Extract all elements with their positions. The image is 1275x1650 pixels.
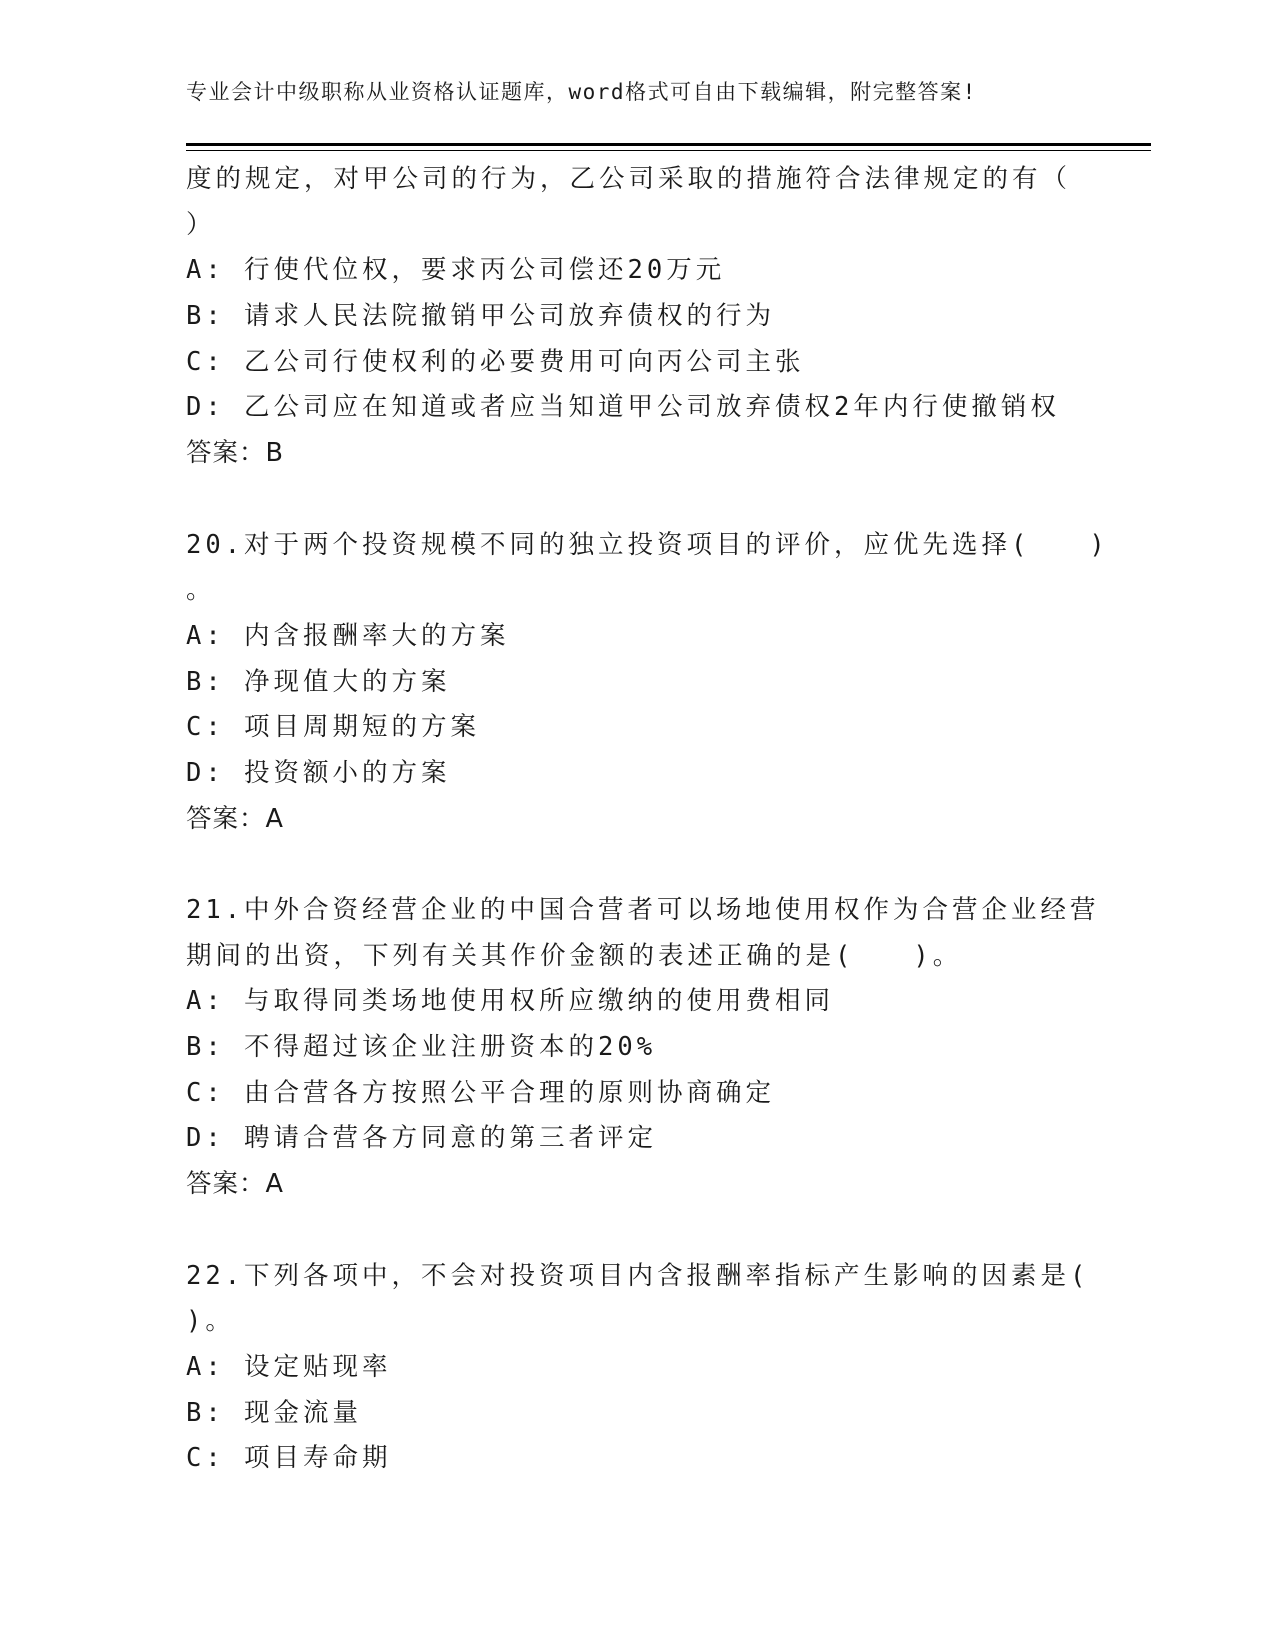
answer-label: 答案：B	[186, 438, 284, 469]
answer-label: 答案：A	[186, 1169, 284, 1200]
header-text: 专业会计中级职称从业资格认证题库，word格式可自由下载编辑，附完整答案!	[186, 80, 977, 104]
header-rule-thin	[186, 150, 1151, 151]
option-c: C: 由合营各方按照公平合理的原则协商确定	[186, 1077, 776, 1108]
spacer	[186, 477, 1116, 523]
option-a: A: 行使代位权，要求丙公司偿还20万元	[186, 255, 726, 286]
question-stem: )。	[186, 1306, 235, 1337]
option-d: D: 乙公司应在知道或者应当知道甲公司放弃债权2年内行使撤销权	[186, 392, 1060, 423]
option-c: C: 项目周期短的方案	[186, 712, 481, 743]
option-d: D: 聘请合营各方同意的第三者评定	[186, 1123, 658, 1154]
question-stem: 20.对于两个投资规模不同的独立投资项目的评价，应优先选择( )	[186, 529, 1109, 560]
spacer	[186, 842, 1116, 888]
header-rule-thick	[186, 143, 1151, 146]
question-stem: 期间的出资，下列有关其作价金额的表述正确的是( )。	[186, 940, 963, 971]
question-20	[186, 523, 1116, 843]
option-b: B: 不得超过该企业注册资本的20%	[186, 1032, 657, 1063]
option-c: C: 项目寿命期	[186, 1443, 392, 1474]
spacer	[186, 1208, 1116, 1254]
option-a: A: 内含报酬率大的方案	[186, 620, 510, 651]
question-19	[186, 157, 1116, 477]
question-21	[186, 888, 1116, 1208]
option-c: C: 乙公司行使权利的必要费用可向丙公司主张	[186, 346, 805, 377]
option-b: B: 净现值大的方案	[186, 666, 451, 697]
question-stem: 22.下列各项中，不会对投资项目内含报酬率指标产生影响的因素是(	[186, 1260, 1090, 1291]
document-body	[186, 157, 1116, 1482]
question-stem: 度的规定，对甲公司的行为，乙公司采取的措施符合法律规定的有（	[186, 164, 1072, 194]
option-b: B: 请求人民法院撤销甲公司放弃债权的行为	[186, 301, 776, 332]
option-a: A: 设定贴现率	[186, 1351, 392, 1382]
question-stem: 。	[186, 575, 216, 606]
option-b: B: 现金流量	[186, 1397, 363, 1428]
option-a: A: 与取得同类场地使用权所应缴纳的使用费相同	[186, 986, 835, 1017]
answer-label: 答案：A	[186, 803, 284, 834]
question-stem: 21.中外合资经营企业的中国合营者可以场地使用权作为合营企业经营	[186, 895, 1100, 925]
option-d: D: 投资额小的方案	[186, 757, 451, 788]
question-22	[186, 1254, 1116, 1482]
question-stem: ）	[186, 209, 216, 240]
